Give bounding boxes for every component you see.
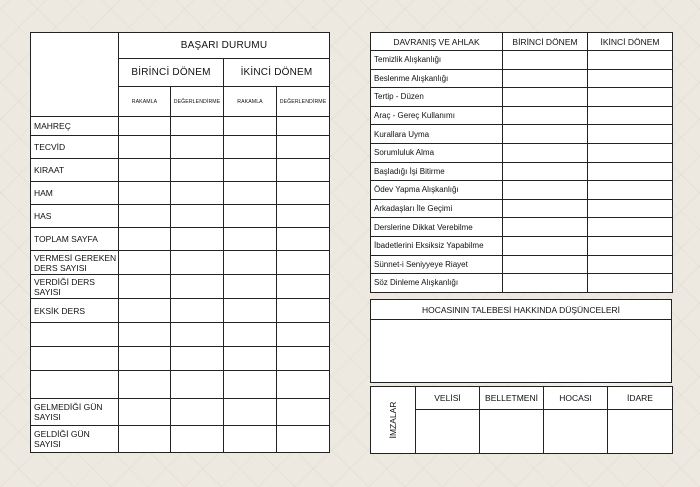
- signature-col-teacher: HOCASI: [544, 387, 608, 410]
- input-cell[interactable]: [588, 218, 673, 237]
- table-row: [31, 399, 330, 426]
- input-cell[interactable]: [277, 117, 330, 136]
- input-cell[interactable]: [503, 199, 588, 218]
- input-cell[interactable]: [171, 136, 224, 159]
- input-cell[interactable]: [588, 143, 673, 162]
- table-row: [31, 136, 330, 159]
- input-cell[interactable]: [503, 162, 588, 181]
- behavior-header: DAVRANIŞ VE AHLAK: [371, 33, 503, 51]
- table-row: [371, 69, 673, 88]
- table-row: [371, 125, 673, 144]
- input-cell[interactable]: [277, 205, 330, 228]
- input-cell[interactable]: [224, 228, 277, 251]
- table-row: [31, 228, 330, 251]
- input-cell[interactable]: [119, 251, 171, 275]
- input-cell[interactable]: [171, 117, 224, 136]
- input-cell[interactable]: [119, 371, 171, 399]
- signature-col-assistant: BELLETMENİ: [480, 387, 544, 410]
- input-cell[interactable]: [503, 51, 588, 70]
- input-cell[interactable]: [224, 323, 277, 347]
- input-cell[interactable]: [588, 106, 673, 125]
- behavior-label: Araç - Gereç Kullanımı: [371, 106, 503, 125]
- row-label: [31, 347, 119, 371]
- input-cell[interactable]: [171, 182, 224, 205]
- table-row: [371, 181, 673, 200]
- behavior-table: [370, 32, 673, 293]
- input-cell[interactable]: [171, 228, 224, 251]
- signature-field-administration[interactable]: [608, 410, 673, 454]
- table-row: [31, 426, 330, 453]
- input-cell[interactable]: [588, 69, 673, 88]
- input-cell[interactable]: [588, 274, 673, 293]
- behavior-label: Sünnet-i Seniyyeye Riayet: [371, 255, 503, 274]
- input-cell[interactable]: [503, 143, 588, 162]
- input-cell[interactable]: [119, 228, 171, 251]
- input-cell[interactable]: [224, 399, 277, 426]
- sub-col-eval-2: DEĞERLENDİRME: [277, 87, 330, 117]
- input-cell[interactable]: [503, 218, 588, 237]
- table-row: [31, 275, 330, 299]
- input-cell[interactable]: [224, 182, 277, 205]
- table-row: [371, 255, 673, 274]
- input-cell[interactable]: [119, 299, 171, 323]
- input-cell[interactable]: [277, 399, 330, 426]
- behavior-term-first: BİRİNCİ DÖNEM: [503, 33, 588, 51]
- input-cell[interactable]: [224, 136, 277, 159]
- input-cell[interactable]: [277, 136, 330, 159]
- input-cell[interactable]: [224, 251, 277, 275]
- input-cell[interactable]: [224, 159, 277, 182]
- thoughts-textarea[interactable]: [371, 320, 672, 383]
- sub-col-eval-1: DEĞERLENDİRME: [171, 87, 224, 117]
- row-label: MAHREÇ: [31, 117, 119, 136]
- input-cell[interactable]: [503, 181, 588, 200]
- input-cell[interactable]: [171, 159, 224, 182]
- table-row: [31, 182, 330, 205]
- thoughts-box: [370, 299, 672, 383]
- signature-field-parent[interactable]: [416, 410, 480, 454]
- signatures-label: İMZALAR: [388, 401, 398, 439]
- row-label: GELDİĞİ GÜN SAYISI: [31, 426, 119, 453]
- input-cell[interactable]: [119, 275, 171, 299]
- input-cell[interactable]: [119, 136, 171, 159]
- input-cell[interactable]: [171, 323, 224, 347]
- table-row: [371, 51, 673, 70]
- row-label: HAS: [31, 205, 119, 228]
- table-row: [31, 347, 330, 371]
- behavior-label: Beslenme Alışkanlığı: [371, 69, 503, 88]
- table-row: [31, 299, 330, 323]
- input-cell[interactable]: [503, 88, 588, 107]
- input-cell[interactable]: [119, 347, 171, 371]
- input-cell[interactable]: [119, 205, 171, 228]
- row-label: VERDİĞİ DERS SAYISI: [31, 275, 119, 299]
- input-cell[interactable]: [119, 182, 171, 205]
- row-label: TECVİD: [31, 136, 119, 159]
- success-title: BAŞARI DURUMU: [119, 33, 330, 59]
- behavior-label: Sorumluluk Alma: [371, 143, 503, 162]
- input-cell[interactable]: [277, 228, 330, 251]
- input-cell[interactable]: [171, 205, 224, 228]
- behavior-label: Derslerine Dikkat Verebilme: [371, 218, 503, 237]
- input-cell[interactable]: [503, 125, 588, 144]
- signature-field-assistant[interactable]: [480, 410, 544, 454]
- row-label: [31, 371, 119, 399]
- input-cell[interactable]: [171, 426, 224, 453]
- input-cell[interactable]: [224, 426, 277, 453]
- input-cell[interactable]: [503, 69, 588, 88]
- input-cell[interactable]: [277, 299, 330, 323]
- input-cell[interactable]: [277, 426, 330, 453]
- input-cell[interactable]: [503, 236, 588, 255]
- input-cell[interactable]: [119, 159, 171, 182]
- table-row: [31, 117, 330, 136]
- input-cell[interactable]: [224, 347, 277, 371]
- table-row: [371, 143, 673, 162]
- input-cell[interactable]: [277, 347, 330, 371]
- behavior-label: İbadetlerini Eksiksiz Yapabilme: [371, 236, 503, 255]
- success-table: [30, 32, 330, 453]
- input-cell[interactable]: [171, 251, 224, 275]
- input-cell[interactable]: [171, 399, 224, 426]
- row-label: GELMEDİĞİ GÜN SAYISI: [31, 399, 119, 426]
- behavior-label: Kurallara Uyma: [371, 125, 503, 144]
- input-cell[interactable]: [588, 181, 673, 200]
- row-label: HAM: [31, 182, 119, 205]
- row-label: EKSİK DERS: [31, 299, 119, 323]
- term-first-header: BİRİNCİ DÖNEM: [119, 59, 224, 87]
- input-cell[interactable]: [277, 323, 330, 347]
- behavior-label: Ödev Yapma Alışkanlığı: [371, 181, 503, 200]
- behavior-label: Tertip - Düzen: [371, 88, 503, 107]
- thoughts-title: HOCASININ TALEBESİ HAKKINDA DÜŞÜNCELERİ: [371, 300, 672, 320]
- table-row: [31, 251, 330, 275]
- input-cell[interactable]: [171, 347, 224, 371]
- input-cell[interactable]: [119, 323, 171, 347]
- table-row: [371, 106, 673, 125]
- input-cell[interactable]: [224, 299, 277, 323]
- input-cell[interactable]: [503, 274, 588, 293]
- input-cell[interactable]: [277, 159, 330, 182]
- input-cell[interactable]: [224, 205, 277, 228]
- table-row: [371, 162, 673, 181]
- input-cell[interactable]: [588, 255, 673, 274]
- table-row: [371, 236, 673, 255]
- sub-col-number-2: RAKAMLA: [224, 87, 277, 117]
- input-cell[interactable]: [503, 106, 588, 125]
- behavior-label: Arkadaşları İle Geçimi: [371, 199, 503, 218]
- input-cell[interactable]: [277, 275, 330, 299]
- input-cell[interactable]: [277, 371, 330, 399]
- input-cell[interactable]: [171, 371, 224, 399]
- term-second-header: İKİNCİ DÖNEM: [224, 59, 330, 87]
- behavior-label: Söz Dinleme Alışkanlığı: [371, 274, 503, 293]
- input-cell[interactable]: [277, 182, 330, 205]
- row-label: VERMESİ GEREKEN DERS SAYISI: [31, 251, 119, 275]
- row-label: KIRAAT: [31, 159, 119, 182]
- table-corner: [31, 33, 119, 117]
- input-cell[interactable]: [588, 236, 673, 255]
- input-cell[interactable]: [224, 371, 277, 399]
- input-cell[interactable]: [588, 162, 673, 181]
- input-cell[interactable]: [588, 125, 673, 144]
- signatures-label-cell: [371, 387, 416, 454]
- table-row: [371, 274, 673, 293]
- behavior-term-second: İKİNCİ DÖNEM: [588, 33, 673, 51]
- behavior-label: Temizlik Alışkanlığı: [371, 51, 503, 70]
- input-cell[interactable]: [119, 426, 171, 453]
- input-cell[interactable]: [224, 117, 277, 136]
- table-row: [371, 218, 673, 237]
- table-row: [371, 88, 673, 107]
- table-row: [31, 323, 330, 347]
- input-cell[interactable]: [171, 275, 224, 299]
- signature-col-parent: VELİSİ: [416, 387, 480, 410]
- signature-field-teacher[interactable]: [544, 410, 608, 454]
- sub-col-number-1: RAKAMLA: [119, 87, 171, 117]
- table-row: [31, 205, 330, 228]
- row-label: TOPLAM SAYFA: [31, 228, 119, 251]
- table-row: [371, 199, 673, 218]
- input-cell[interactable]: [277, 251, 330, 275]
- row-label: [31, 323, 119, 347]
- input-cell[interactable]: [588, 88, 673, 107]
- table-row: [31, 371, 330, 399]
- signature-col-administration: İDARE: [608, 387, 673, 410]
- table-row: [31, 159, 330, 182]
- input-cell[interactable]: [588, 51, 673, 70]
- input-cell[interactable]: [171, 299, 224, 323]
- behavior-label: Başladığı İşi Bitirme: [371, 162, 503, 181]
- input-cell[interactable]: [588, 199, 673, 218]
- input-cell[interactable]: [503, 255, 588, 274]
- input-cell[interactable]: [224, 275, 277, 299]
- signatures-table: [370, 386, 673, 454]
- input-cell[interactable]: [119, 117, 171, 136]
- input-cell[interactable]: [119, 399, 171, 426]
